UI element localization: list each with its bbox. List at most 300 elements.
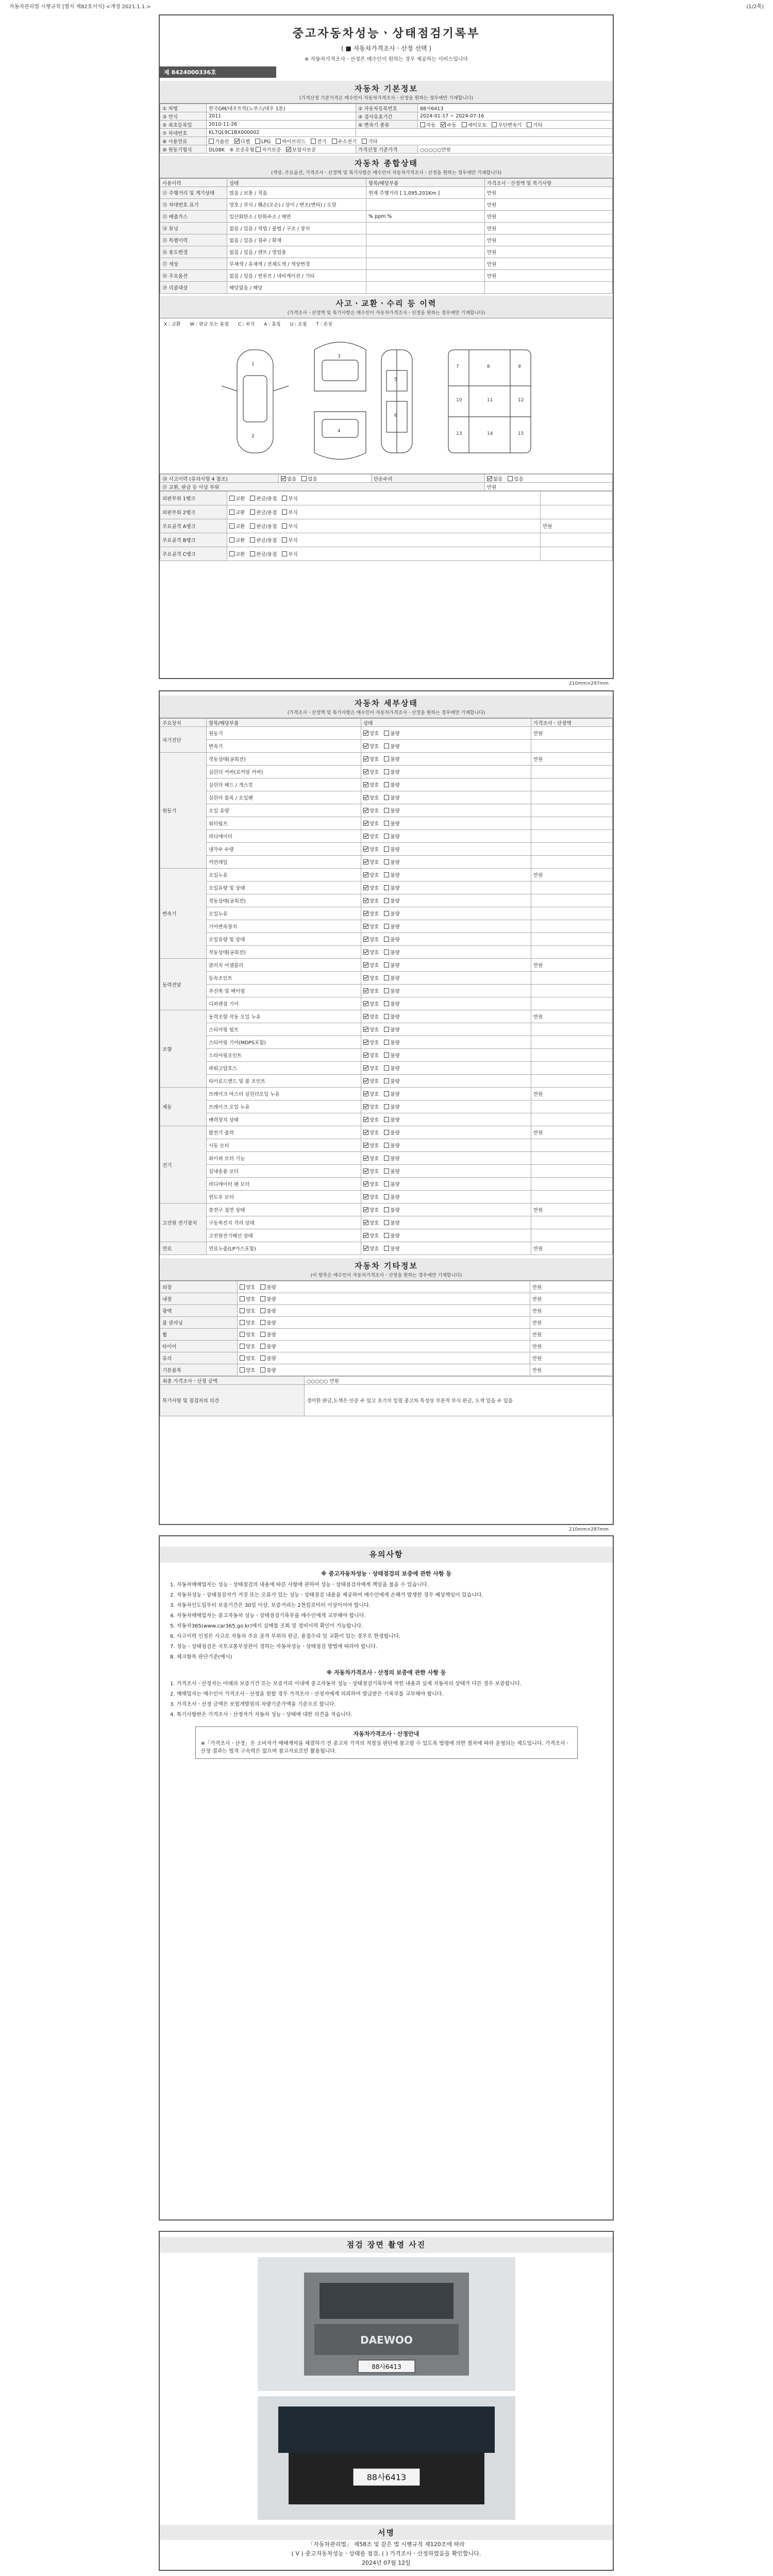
other-price: 만원 [530,1329,613,1341]
detail-state-checkbox[interactable] [363,1168,368,1174]
other-state-checkbox[interactable] [260,1367,265,1372]
detail-item: 라디에이터 [207,830,361,843]
accident-part-checkbox[interactable] [282,510,287,515]
detail-item: 작동상태(공회전) [207,946,361,959]
detail-item: 원동기 [207,727,361,740]
accident-part-rank: 외판부위 2랭크 [160,505,227,519]
detail-state-checkbox[interactable] [363,1194,368,1199]
detail-state-option [363,911,379,917]
svg-text:4: 4 [338,429,341,434]
detail-state-option-label: 양호 [369,821,379,827]
detail-state-option [384,744,399,750]
accident-part-checkbox[interactable] [250,510,255,515]
detail-state-checkbox[interactable] [384,821,389,826]
detail-state-option-label: 양호 [369,1014,379,1020]
detail-state-checkbox[interactable] [363,872,368,877]
detail-state-checkbox[interactable] [363,975,368,980]
accident-part-checkbox[interactable] [282,496,287,501]
other-state-option [260,1309,276,1314]
detail-item: 고전원전기배선 상태 [207,1229,361,1242]
detail-state-checkbox[interactable] [363,1027,368,1032]
detail-state-checkbox[interactable] [384,1168,389,1174]
accident-part-checkbox[interactable] [250,496,255,501]
detail-item: 오일유량 및 상태 [207,933,361,946]
front-plate: 88사6413 [371,2363,401,2370]
accident-part-checkbox[interactable] [229,496,234,501]
document-subtitle: ( ■ 자동차가격조사ㆍ산정 선택 ) [341,45,432,52]
detail-state-option-label: 양호 [369,1182,379,1188]
detail-state-checkbox[interactable] [363,731,368,736]
other-state-option-label: 불량 [266,1309,276,1314]
other-state-checkbox[interactable] [260,1355,265,1361]
detail-row [160,1204,613,1216]
svg-text:7: 7 [456,364,459,369]
detail-state-checkbox[interactable] [384,731,389,736]
detail-state-checkbox[interactable] [384,1156,389,1161]
detail-state-checkbox[interactable] [363,1207,368,1212]
other-state-checkbox[interactable] [260,1308,265,1313]
other-state-checkbox[interactable] [260,1332,265,1337]
detail-state-checkbox[interactable] [384,885,389,890]
detail-row [160,1216,613,1229]
detail-state-checkbox[interactable] [363,743,368,749]
detail-state-option-label: 불량 [390,989,400,994]
detail-state-checkbox[interactable] [363,1014,368,1019]
overall-row [160,234,613,246]
detail-state-option [363,1002,379,1007]
other-state-checkbox[interactable] [240,1296,245,1301]
detail-state-checkbox[interactable] [363,769,368,774]
detail-state-checkbox[interactable] [384,1220,389,1225]
detail-state-option [384,1066,399,1072]
overall-item-label: ⑯ 용도변경 [160,246,227,258]
accident-part-option [250,552,277,557]
other-state-checkbox[interactable] [240,1344,245,1349]
detail-state-checkbox[interactable] [363,1040,368,1045]
photo-title: 점검 장면 촬영 사진 [160,2237,613,2253]
other-state-checkbox[interactable] [260,1284,265,1290]
detail-item: 구동축전지 격리 상태 [207,1216,361,1229]
detail-price [531,1062,613,1075]
detail-state-checkbox[interactable] [384,1001,389,1006]
detail-state-checkbox[interactable] [363,859,368,865]
detail-state-checkbox[interactable] [384,911,389,916]
accident-part-option-label: 교환 [236,552,245,557]
detail-state-option-label: 불량 [390,834,400,840]
accident-part-options [227,519,541,533]
detail-state-option [384,1079,399,1084]
warranty-checkbox[interactable] [286,147,291,152]
fuel-checkbox[interactable] [362,139,367,144]
accident-q2-checkbox[interactable] [487,476,492,481]
detail-state-option [363,989,379,994]
detail-state-option-label: 불량 [390,795,400,801]
accident-part-row [160,519,613,533]
car-name-label: ① 차명 [160,104,207,112]
detail-state-checkbox[interactable] [363,1130,368,1135]
detail-price [531,1075,613,1088]
detail-price [531,907,613,920]
overall-item-label: ⑰ 색상 [160,258,227,270]
detail-state-checkbox[interactable] [363,808,368,813]
detail-state-option [363,1092,379,1097]
other-item: 기본품목 [160,1364,238,1376]
trans-checkbox[interactable] [420,122,425,127]
detail-state-checkbox[interactable] [363,834,368,839]
detail-state-checkbox[interactable] [384,859,389,865]
other-item: 외장 [160,1281,238,1293]
detail-state-option [363,808,379,814]
accident-part-checkbox[interactable] [282,551,287,556]
detail-state-checkbox[interactable] [384,795,389,800]
detail-state-checkbox[interactable] [363,782,368,787]
accident-part-row [160,547,613,561]
detail-item: 충전구 절연 상태 [207,1204,361,1216]
detail-state-option-label: 양호 [369,1117,379,1123]
notice-h2: ※ 자동차가격조사ㆍ산정의 보증에 관한 사항 등 [326,1669,446,1676]
detail-state-option-label: 불량 [390,1208,400,1213]
accident-part-price [541,492,613,505]
svg-text:11: 11 [487,398,493,403]
detail-state-option-label: 불량 [390,1079,400,1084]
accident-part-option [229,552,245,557]
warranty-option [286,147,316,153]
detail-state [361,843,531,856]
detail-state-checkbox[interactable] [384,1014,389,1019]
accident-part-option-label: 부식 [288,538,298,544]
detail-state-checkbox[interactable] [384,924,389,929]
fuel-checkbox[interactable] [311,139,316,144]
detail-state-checkbox[interactable] [363,1246,368,1251]
accident-part-checkbox[interactable] [229,523,234,529]
detail-state-option [363,886,379,891]
detail-group: 원동기 [160,753,207,869]
trans-option [462,123,487,128]
detail-state-option [384,1105,399,1110]
fuel-checkbox[interactable] [234,139,240,144]
detail-item: 배력장치 상태 [207,1113,361,1126]
detail-state-option [363,1233,379,1239]
detail-state-checkbox[interactable] [363,1065,368,1071]
detail-state-option-label: 불량 [390,1066,400,1072]
overall-row [160,211,613,223]
trans-label: ⑥ 변속기 종류 [356,121,418,129]
accident-part-checkbox[interactable] [250,551,255,556]
overall-item-price: 만원 [485,199,613,211]
detail-state-option-label: 양호 [369,911,379,917]
detail-state-option [384,1092,399,1097]
detail-state-option [363,1040,379,1046]
accident-part-checkbox[interactable] [229,537,234,543]
detail-state [361,869,531,882]
detail-state-checkbox[interactable] [384,988,389,993]
detail-state-checkbox[interactable] [384,808,389,813]
detail-state-option-label: 불량 [390,1182,400,1188]
detail-state-option-label: 양호 [369,783,379,788]
detail-state-checkbox[interactable] [384,1246,389,1251]
vehicle-diagram [160,329,613,474]
fuel-option [332,139,357,145]
other-state-checkbox[interactable] [260,1344,265,1349]
detail-state-option-label: 양호 [369,950,379,956]
detail-state-checkbox[interactable] [363,1220,368,1225]
detail-group: 동력전달 [160,959,207,1010]
accident-part-checkbox[interactable] [229,510,234,515]
detail-state-checkbox[interactable] [384,1027,389,1032]
other-state-checkbox[interactable] [260,1320,265,1325]
other-state-option [240,1332,255,1338]
other-state [238,1352,530,1364]
accident-q2-checkbox[interactable] [508,476,513,481]
other-state-checkbox[interactable] [240,1320,245,1325]
overall-sub: (색상, 주요옵션, 가격조사ㆍ산정액 및 특기사항은 매수인이 자동차가격조사ㆍ산정을 원하는 경우에만 기재합니다) [160,168,613,178]
detail-state-option [363,783,379,788]
accident-part-option [229,524,245,530]
detail-state-checkbox[interactable] [384,1091,389,1096]
overall-item-detail: 현재 주행거리 [ 1,095,201Km ] [366,187,485,199]
accident-part-option-label: 부식 [288,510,298,516]
detail-state-checkbox[interactable] [384,950,389,955]
detail-state-checkbox[interactable] [384,1078,389,1083]
other-state-option [260,1285,276,1291]
detail-state-checkbox[interactable] [363,962,368,968]
accident-sub: (가격조사ㆍ산정액 및 특기사항은 매수인이 자동차가격조사ㆍ산정을 원하는 경우에만 기재합니다) [160,309,613,318]
accident-q1-checkbox[interactable] [301,476,307,481]
detail-state-checkbox[interactable] [363,988,368,993]
other-state-option [240,1309,255,1314]
fuel-checkbox[interactable] [332,139,337,144]
detail-state-checkbox[interactable] [384,1104,389,1109]
detail-state-option [363,924,379,930]
detail-state-checkbox[interactable] [384,872,389,877]
detail-state-checkbox[interactable] [363,1156,368,1161]
detail-state-checkbox[interactable] [363,885,368,890]
detail-item: 작동상태(공회전) [207,894,361,907]
notice-title: 유의사항 [160,1547,613,1563]
overall-row [160,223,613,234]
accident-part-option-label: 판금/용접 [256,496,277,502]
detail-state-checkbox[interactable] [363,1001,368,1006]
overall-item-price: 만원 [485,270,613,282]
detail-state-option [363,821,379,827]
detail-state-option [384,873,399,878]
detail-state-checkbox[interactable] [384,834,389,839]
detail-state-option [363,731,379,737]
detail-state-checkbox[interactable] [363,937,368,942]
notice-item: 6. 사고이력 인정은 사고로 자동차 주요 골격 부위의 판금, 용접수리 및 교환이 있는 경우로 한정합니다. [170,1634,400,1639]
detail-head-state: 상태 [361,719,531,727]
detail-price [531,997,613,1010]
detail-state-checkbox[interactable] [384,846,389,852]
overall-head-price: 가격조사ㆍ산정액 및 특기사항 [485,179,613,187]
detail-state-checkbox[interactable] [384,743,389,749]
trans-checkbox[interactable] [462,122,467,127]
other-row [160,1281,613,1293]
notice-item: 5. 자동차365(www.car365.go.kr)에서 실매물 조회 및 정비이력 확인이 가능합니다. [170,1623,363,1629]
detail-state-option-label: 불량 [390,860,400,866]
detail-state-checkbox[interactable] [363,1053,368,1058]
detail-row [160,1100,613,1113]
detail-state-checkbox[interactable] [363,846,368,852]
trans-checkbox[interactable] [492,122,497,127]
detail-item: 실린더 커버(로커암 커버) [207,766,361,778]
detail-row [160,766,613,778]
other-state-checkbox[interactable] [240,1284,245,1290]
other-state-checkbox[interactable] [240,1367,245,1372]
detail-state-option [384,1208,399,1213]
detail-state-checkbox[interactable] [363,795,368,800]
detail-state-option-label: 불량 [390,873,400,878]
detail-state-checkbox[interactable] [363,1117,368,1122]
other-state-option [240,1297,255,1302]
accident-part-price [541,533,613,547]
detail-state-option [384,757,399,762]
trans-option [441,123,456,128]
fuel-checkbox[interactable] [255,139,260,144]
accident-part-checkbox[interactable] [229,551,234,556]
detail-state-option-label: 양호 [369,1040,379,1046]
detail-state-checkbox[interactable] [384,1194,389,1199]
other-state-option [240,1285,255,1291]
other-state-checkbox[interactable] [240,1308,245,1313]
detail-state-checkbox[interactable] [384,962,389,968]
detail-row [160,946,613,959]
sign-line-1: 「자동차관리법」 제58조 및 같은 법 시행규칙 제120조에 따라 [308,2541,465,2548]
detail-state-checkbox[interactable] [384,1143,389,1148]
detail-state-checkbox[interactable] [363,1143,368,1148]
accident-part-option [282,524,297,530]
other-item: 휠 [160,1329,238,1341]
detail-state-checkbox[interactable] [384,756,389,761]
detail-row [160,869,613,882]
accident-q1-option-label: 없음 [287,476,297,482]
detail-state-checkbox[interactable] [384,1065,389,1071]
detail-state-checkbox[interactable] [384,1130,389,1135]
trans-checkbox[interactable] [527,122,532,127]
detail-state-option-label: 양호 [369,989,379,994]
fuel-option [234,139,250,145]
detail-state-checkbox[interactable] [363,1078,368,1083]
detail-state-option-label: 양호 [369,1002,379,1007]
detail-price [531,1139,613,1152]
detail-state-checkbox[interactable] [363,898,368,903]
detail-state [361,753,531,766]
overall-table [160,178,613,294]
other-state-option-label: 불량 [266,1297,276,1302]
detail-row [160,920,613,933]
accident-q1-checkbox[interactable] [281,476,286,481]
overall-item-price: 만원 [485,223,613,234]
warranty-option-label: 자가보증 [262,147,281,153]
detail-state-checkbox[interactable] [363,1181,368,1187]
fuel-checkbox[interactable] [276,139,281,144]
detail-price: 만원 [531,869,613,882]
detail-state-option [384,1143,399,1149]
basic-info-sub: (가격산정 기준가격은 매수인이 자동차가격조사ㆍ산정을 원하는 경우에만 기재합니다) [160,94,613,104]
accident-legend [160,318,613,329]
detail-state-checkbox[interactable] [384,1181,389,1187]
other-price: 만원 [530,1352,613,1364]
other-state-checkbox[interactable] [240,1332,245,1337]
accident-part-option [229,538,245,544]
overall-row [160,258,613,270]
detail-state-checkbox[interactable] [384,975,389,980]
detail-row [160,843,613,856]
other-state-checkbox[interactable] [260,1296,265,1301]
detail-state [361,817,531,830]
detail-state-checkbox[interactable] [363,1233,368,1238]
overall-item-label: ⑱ 주요옵션 [160,270,227,282]
legend-item: X : 교환 [164,322,181,327]
detail-price [531,1113,613,1126]
detail-item: 커먼레일 [207,856,361,869]
trans-checkbox[interactable] [441,122,446,127]
detail-state-option-label: 양호 [369,924,379,930]
detail-state-checkbox[interactable] [363,821,368,826]
detail-state-option [363,899,379,904]
detail-item: 오일누유 [207,907,361,920]
detail-state-checkbox[interactable] [363,1104,368,1109]
detail-state-checkbox[interactable] [384,937,389,942]
detail-state-option-label: 불량 [390,1014,400,1020]
detail-state-option-label: 불량 [390,1027,400,1033]
detail-item: 스티어링 기어(MDPS포함) [207,1036,361,1049]
detail-state-checkbox[interactable] [384,1207,389,1212]
detail-state-option [363,1066,379,1072]
detail-state-checkbox[interactable] [363,756,368,761]
accident-part-checkbox[interactable] [282,537,287,543]
overall-item-state: 무채색 / 유채색 / 전체도색 / 색상변경 [227,258,366,270]
warranty-options [256,147,321,153]
notice-h1: ※ 중고자동차성능ㆍ상태점검의 보증에 관한 사항 등 [321,1570,451,1577]
detail-state-checkbox[interactable] [384,1053,389,1058]
detail-state-checkbox[interactable] [384,782,389,787]
detail-state-checkbox[interactable] [363,950,368,955]
detail-state-checkbox[interactable] [384,769,389,774]
detail-state-option [363,873,379,878]
detail-state-option [384,950,399,956]
detail-state-checkbox[interactable] [363,911,368,916]
detail-state-checkbox[interactable] [384,1117,389,1122]
detail-item: 브레이크 오일 누유 [207,1100,361,1113]
overall-row [160,199,613,211]
detail-state-option [384,847,399,853]
overall-item-price: 만원 [485,258,613,270]
detail-state-option-label: 불량 [390,847,400,853]
detail-state-checkbox[interactable] [363,1091,368,1096]
other-state-checkbox[interactable] [240,1355,245,1361]
overall-item-state: 일산화탄소 / 탄화수소 / 매연 [227,211,366,223]
trans-option-label: 수동 [447,122,457,128]
detail-price: 만원 [531,1204,613,1216]
accident-part-option-label: 교환 [236,524,245,530]
accident-part-checkbox[interactable] [282,523,287,529]
fuel-checkbox[interactable] [209,139,214,144]
detail-state-checkbox[interactable] [384,898,389,903]
accident-part-checkbox[interactable] [250,523,255,529]
other-item: 룸 클리닝 [160,1317,238,1329]
overall-item-price [485,282,613,294]
detail-state-checkbox[interactable] [363,924,368,929]
fuel-option [209,139,229,145]
detail-state-checkbox[interactable] [384,1233,389,1238]
detail-state-checkbox[interactable] [384,1040,389,1045]
detail-price [531,1191,613,1204]
detail-price: 만원 [531,1126,613,1139]
detail-row [160,1191,613,1204]
accident-part-checkbox[interactable] [250,537,255,543]
warranty-checkbox[interactable] [256,147,261,152]
